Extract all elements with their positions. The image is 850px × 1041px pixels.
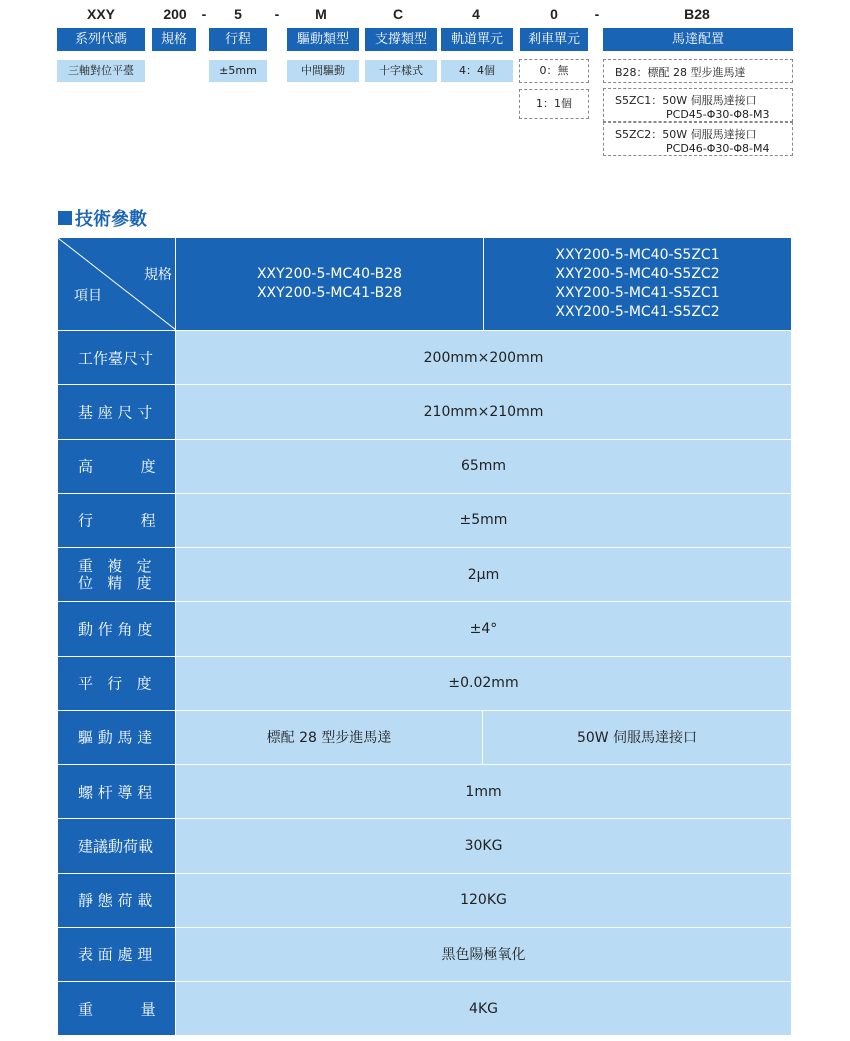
model-name: XXY200-5-MC41-S5ZC2 bbox=[555, 304, 720, 320]
model-name: XXY200-5-MC41-S5ZC1 bbox=[555, 285, 720, 301]
table-row bbox=[58, 601, 791, 655]
row-value-stepper: 標配 28 型步進馬達 bbox=[176, 711, 483, 764]
table-corner-cell bbox=[58, 238, 176, 330]
table-row bbox=[58, 493, 791, 547]
header-series-code: 系列代碼 bbox=[57, 28, 145, 51]
row-value: ±0.02mm bbox=[176, 657, 791, 710]
section-title-text: 技術參數 bbox=[75, 209, 147, 230]
row-value: 2μm bbox=[176, 548, 791, 601]
row-label bbox=[58, 331, 176, 384]
row-label-text: 螺 杆 導 程 bbox=[78, 783, 153, 802]
table-header bbox=[58, 238, 791, 330]
code-series: XXY bbox=[86, 6, 115, 22]
table-row bbox=[58, 710, 791, 764]
code-drive: M bbox=[315, 6, 327, 22]
motor-s5zc1-text: S5ZC1：50W 伺服馬達接口 bbox=[615, 94, 757, 107]
code-motor: B28 bbox=[684, 6, 710, 22]
code-support: C bbox=[392, 6, 404, 22]
row-value: 120KG bbox=[176, 874, 791, 927]
table-row bbox=[58, 981, 791, 1035]
row-label bbox=[58, 548, 176, 601]
motor-s5zc2-text: S5ZC2：50W 伺服馬達接口 bbox=[615, 128, 757, 141]
motor-s5zc2-pcd: PCD46-Φ30-Φ8-M4 bbox=[666, 142, 770, 155]
row-value: 30KG bbox=[176, 819, 791, 872]
row-label-text: 行 程 bbox=[78, 511, 156, 530]
table-row bbox=[58, 656, 791, 710]
header-col-b28 bbox=[176, 238, 484, 330]
code-dash: - bbox=[274, 6, 280, 22]
corner-spec-label: 規格 bbox=[144, 267, 172, 283]
header-support-type: 支撐類型 bbox=[365, 28, 437, 51]
table-row bbox=[58, 330, 791, 384]
table-row bbox=[58, 764, 791, 818]
row-label-text: 靜 態 荷 載 bbox=[78, 891, 153, 910]
value-brake-none: 0：無 bbox=[519, 59, 589, 83]
header-drive-type: 驅動類型 bbox=[287, 28, 359, 51]
row-label-text: 驅 動 馬 達 bbox=[78, 728, 153, 747]
row-label-text: 工作臺尺寸 bbox=[78, 349, 154, 368]
row-label-text: 高 度 bbox=[78, 457, 156, 476]
value-motor-s5zc2 bbox=[603, 122, 793, 156]
row-label bbox=[58, 494, 176, 547]
value-motor-s5zc1 bbox=[603, 88, 793, 122]
value-drive: 中間驅動 bbox=[287, 60, 359, 82]
table-row bbox=[58, 439, 791, 493]
model-name: XXY200-5-MC40-S5ZC1 bbox=[555, 247, 720, 263]
row-value: 210mm×210mm bbox=[176, 385, 791, 438]
row-label bbox=[58, 440, 176, 493]
row-label bbox=[58, 657, 176, 710]
code-brake: 0 bbox=[550, 6, 558, 22]
model-name: XXY200-5-MC40-B28 bbox=[256, 266, 403, 282]
row-value: 200mm×200mm bbox=[176, 331, 791, 384]
model-name: XXY200-5-MC41-B28 bbox=[256, 285, 403, 301]
table-row bbox=[58, 873, 791, 927]
table-row bbox=[58, 547, 791, 601]
row-label bbox=[58, 602, 176, 655]
row-label bbox=[58, 711, 176, 764]
value-motor-b28 bbox=[603, 59, 793, 83]
value-brake-one: 1：1個 bbox=[519, 89, 589, 119]
diagonal-line-icon bbox=[58, 238, 176, 330]
row-label bbox=[58, 982, 176, 1035]
motor-b28-text: B28：標配 28 型步進馬達 bbox=[615, 66, 746, 79]
code-rail: 4 bbox=[472, 6, 480, 22]
header-spec: 規格 bbox=[152, 28, 196, 51]
row-label bbox=[58, 928, 176, 981]
row-label bbox=[58, 385, 176, 438]
row-value-servo: 50W 伺服馬達接口 bbox=[483, 711, 791, 764]
header-brake-unit: 剎車單元 bbox=[520, 28, 588, 51]
row-label bbox=[58, 765, 176, 818]
row-label-text: 平 行 度 bbox=[78, 674, 152, 693]
row-value-split bbox=[176, 711, 791, 764]
code-stroke: 5 bbox=[234, 6, 242, 22]
value-stroke: ±5mm bbox=[209, 60, 267, 82]
row-label bbox=[58, 819, 176, 872]
square-bullet-icon bbox=[58, 211, 72, 225]
model-name: XXY200-5-MC40-S5ZC2 bbox=[555, 266, 720, 282]
value-support: 十字樣式 bbox=[365, 60, 437, 82]
row-value: ±5mm bbox=[176, 494, 791, 547]
motor-s5zc1-pcd: PCD45-Φ30-Φ8-M3 bbox=[666, 108, 770, 121]
row-value: 黑色陽極氧化 bbox=[176, 928, 791, 981]
code-dash: - bbox=[201, 6, 207, 22]
value-series: 三軸對位平臺 bbox=[57, 60, 145, 82]
header-motor-config: 馬達配置 bbox=[603, 28, 793, 51]
header-stroke: 行程 bbox=[209, 28, 267, 51]
corner-item-label: 項目 bbox=[74, 288, 102, 304]
code-size: 200 bbox=[163, 6, 187, 22]
header-rail-unit: 軌道單元 bbox=[441, 28, 513, 51]
value-rail: 4：4個 bbox=[441, 60, 513, 82]
table-row bbox=[58, 384, 791, 438]
row-value: ±4° bbox=[176, 602, 791, 655]
table-row bbox=[58, 927, 791, 981]
row-label bbox=[58, 874, 176, 927]
header-col-s5zc bbox=[484, 238, 791, 330]
row-label-text: 重 量 bbox=[78, 1000, 156, 1019]
row-value: 4KG bbox=[176, 982, 791, 1035]
row-label-text: 表 面 處 理 bbox=[78, 945, 153, 964]
code-dash: - bbox=[594, 6, 600, 22]
row-value: 65mm bbox=[176, 440, 791, 493]
row-value: 1mm bbox=[176, 765, 791, 818]
row-label-text: 基 座 尺 寸 bbox=[78, 403, 153, 422]
table-row bbox=[58, 818, 791, 872]
row-label-text: 動 作 角 度 bbox=[78, 620, 153, 639]
spec-table bbox=[58, 238, 791, 1035]
row-label-text: 建議動荷載 bbox=[78, 837, 154, 856]
section-title bbox=[58, 207, 147, 229]
row-label-text: 重 複 定 位 精 度 bbox=[78, 556, 152, 592]
